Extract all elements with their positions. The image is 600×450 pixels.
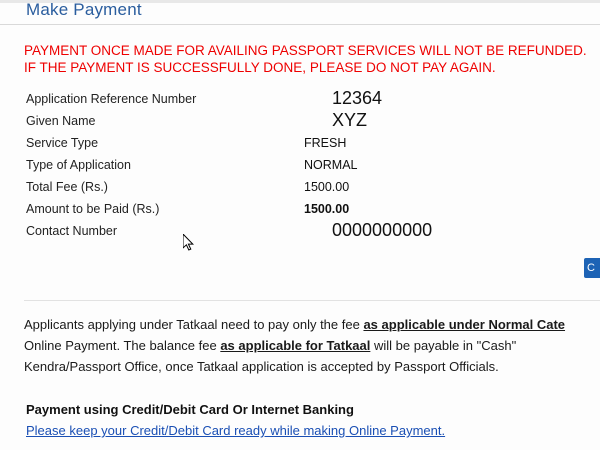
note-text-1: Applicants applying under Tatkaal need to pay only the fee (24, 317, 364, 332)
refund-warning-line-2: IF THE PAYMENT IS SUCCESSFULLY DONE, PLEASE DO NOT PAY AGAIN. (24, 60, 496, 75)
note-text-3: will be payable in "Cash" (370, 338, 517, 353)
section-divider (24, 300, 600, 301)
detail-value: XYZ (332, 110, 368, 130)
title-divider (0, 24, 600, 25)
detail-label: Amount to be Paid (Rs.) (26, 202, 160, 216)
tatkaal-note-line-1 (24, 314, 600, 335)
detail-row-service-type (26, 136, 566, 158)
note-text-2: Online Payment. The balance fee (24, 338, 221, 353)
payment-card-ready-link[interactable]: Please keep your Credit/Debit Card ready while making Online Payment. (26, 423, 446, 438)
detail-value: NORMAL (304, 158, 358, 172)
detail-label: Contact Number (26, 224, 118, 238)
payment-method-heading: Payment using Credit/Debit Card Or Internet Banking (26, 402, 354, 417)
detail-label: Total Fee (Rs.) (26, 180, 108, 194)
detail-row-given-name (26, 110, 566, 136)
detail-value: 1500.00 (304, 180, 350, 194)
detail-row-type-of-application (26, 158, 566, 180)
note-emphasis-tatkaal: as applicable for Tatkaal (220, 338, 371, 353)
detail-label: Application Reference Number (26, 92, 197, 106)
refund-warning (24, 42, 587, 76)
detail-label: Type of Application (26, 158, 131, 172)
tatkaal-note-line-2 (24, 335, 600, 356)
application-details-list (26, 88, 566, 246)
detail-row-application-reference-number (26, 88, 566, 114)
tatkaal-note (24, 314, 600, 377)
detail-value: 0000000000 (332, 220, 433, 240)
detail-row-amount-to-be-paid (26, 202, 566, 224)
detail-value: 12364 (332, 88, 383, 108)
tatkaal-note-line-3: Kendra/Passport Office, once Tatkaal application is accepted by Passport Officials. (24, 359, 499, 374)
refund-warning-line-1: PAYMENT ONCE MADE FOR AVAILING PASSPORT SERVICES WILL NOT BE REFUNDED. (24, 43, 587, 58)
detail-label: Given Name (26, 114, 96, 128)
detail-row-contact-number (26, 220, 566, 246)
detail-value: FRESH (304, 136, 347, 150)
detail-value: 1500.00 (304, 202, 350, 216)
detail-row-total-fee (26, 180, 566, 202)
note-emphasis-normal-category: as applicable under Normal Cate (363, 317, 566, 332)
confirm-button-partial[interactable]: C (584, 258, 600, 278)
detail-label: Service Type (26, 136, 99, 150)
page-title: Make Payment (26, 0, 142, 19)
